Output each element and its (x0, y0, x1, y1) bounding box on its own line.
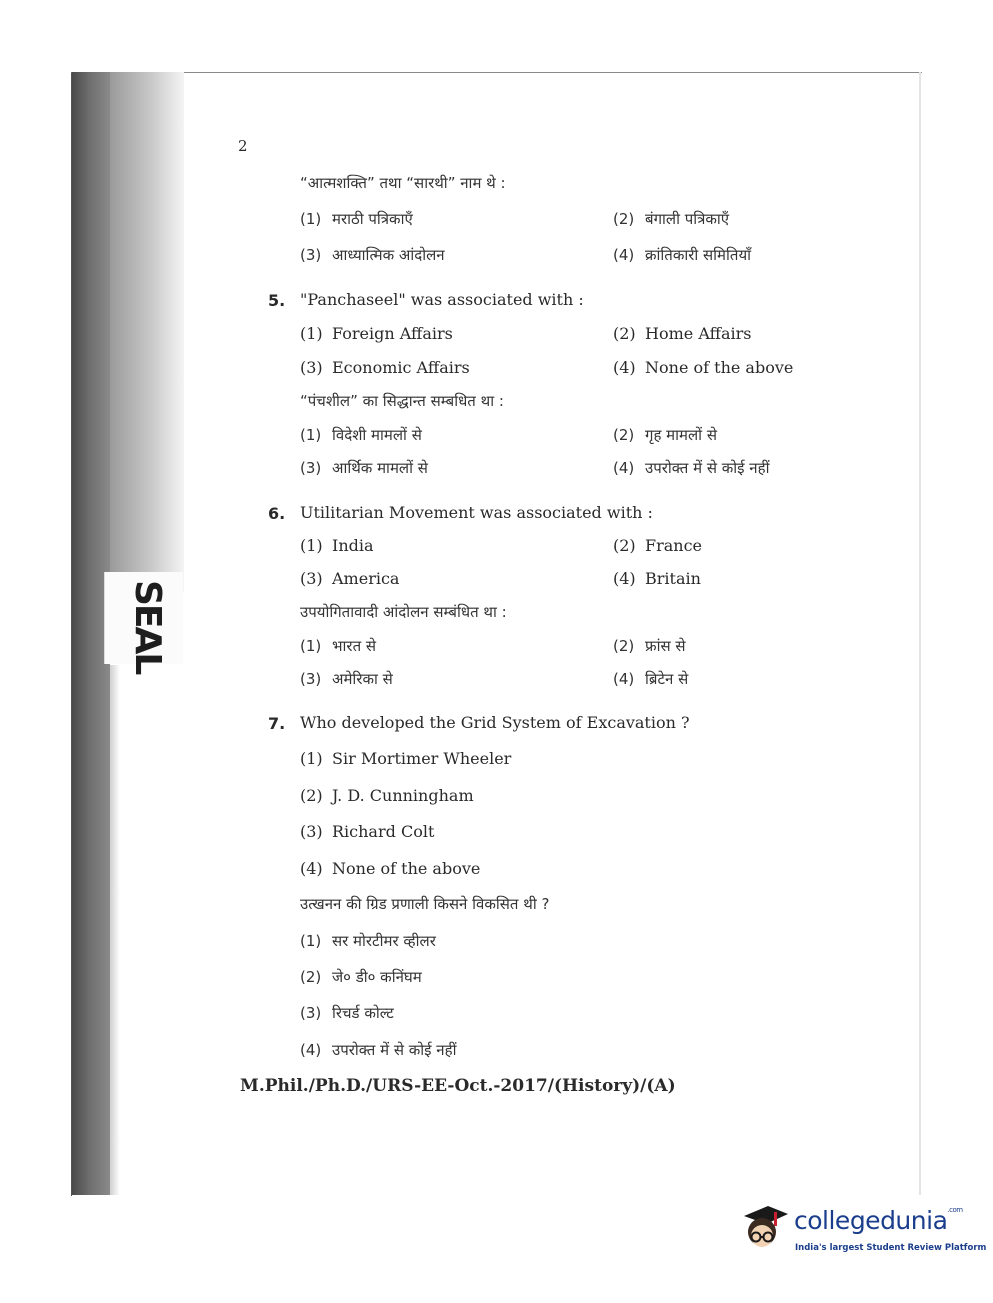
option-text: उपरोक्त में से कोई नहीं (332, 1041, 457, 1059)
q5-option-3 (300, 358, 470, 377)
option-number: (4) (300, 859, 323, 878)
brand-domain: .com (947, 1206, 963, 1214)
q4-hindi-option-2 (613, 209, 729, 229)
option-number: (4) (613, 246, 635, 264)
option-text: उपरोक्त में से कोई नहीं (645, 459, 770, 477)
option-number: (2) (613, 637, 635, 655)
option-text: क्रांतिकारी समितियाँ (645, 246, 752, 264)
seal-stamp (104, 572, 183, 674)
option-number: (4) (613, 670, 635, 688)
option-text: J. D. Cunningham (332, 786, 474, 805)
option-text: फ्रांस से (645, 637, 686, 655)
option-number: (4) (613, 358, 636, 377)
q6-english-stem: Utilitarian Movement was associated with : (300, 503, 653, 522)
option-number: (3) (300, 246, 322, 264)
q7-hindi-stem: उत्खनन की ग्रिड प्रणाली किसने विकसित थी ? (300, 895, 550, 913)
option-text: Britain (645, 569, 701, 588)
binding-shadow-lower (110, 665, 120, 1195)
q5-hindi-option-1 (300, 425, 422, 445)
brand-name-text: collegedunia (794, 1206, 948, 1235)
question-number: 6. (268, 504, 286, 523)
option-text: Economic Affairs (332, 358, 470, 377)
q5-hindi-option-4 (613, 458, 769, 478)
option-number: (1) (300, 536, 323, 555)
option-number: (3) (300, 1004, 322, 1022)
option-text: बंगाली पत्रिकाएँ (645, 210, 730, 228)
option-text: ब्रिटेन से (645, 670, 689, 688)
q7-hindi-option-2 (300, 967, 422, 987)
option-number: (1) (300, 324, 323, 343)
q5-hindi-stem: “पंचशील” का सिद्धान्त सम्बधित था : (300, 392, 504, 410)
collegedunia-watermark (738, 1198, 987, 1268)
option-text: रिचर्ड कोल्ट (332, 1004, 394, 1022)
q6-hindi-option-4 (613, 669, 688, 689)
page-number: 2 (238, 137, 248, 155)
q6-option-1 (300, 536, 374, 555)
q6-option-3 (300, 569, 399, 588)
q7-hindi-option-1 (300, 931, 436, 951)
option-number: (3) (300, 569, 323, 588)
option-number: (2) (300, 968, 322, 986)
q4-hindi-stem: “आत्मशक्ति” तथा “सारथी” नाम थे : (300, 174, 506, 192)
option-number: (2) (613, 536, 636, 555)
option-number: (4) (613, 569, 636, 588)
option-number: (1) (300, 210, 322, 228)
q6-hindi-stem: उपयोगितावादी आंदोलन सम्बंधित था : (300, 603, 507, 621)
option-text: मराठी पत्रिकाएँ (332, 210, 413, 228)
option-number: (1) (300, 637, 322, 655)
seal-text: SEAL (127, 580, 168, 674)
q7-option-4 (300, 859, 480, 878)
brand-name (794, 1206, 963, 1235)
option-text: None of the above (332, 859, 481, 878)
option-text: None of the above (645, 358, 794, 377)
option-number: (2) (300, 786, 323, 805)
option-number: (4) (613, 459, 635, 477)
q4-hindi-option-1 (300, 209, 413, 229)
scan-frame (71, 72, 922, 1196)
option-text: गृह मामलों से (645, 426, 717, 444)
option-text: आर्थिक मामलों से (332, 459, 428, 477)
option-number: (2) (613, 426, 635, 444)
q5-hindi-option-2 (613, 425, 717, 445)
option-text: भारत से (332, 637, 377, 655)
option-text: Sir Mortimer Wheeler (332, 749, 512, 768)
option-text: Home Affairs (645, 324, 752, 343)
option-text: सर मोरटीमर व्हीलर (332, 932, 436, 950)
option-text: France (645, 536, 703, 555)
binding-shadow-gradient (110, 72, 184, 592)
q6-option-2 (613, 536, 702, 555)
option-number: (2) (613, 324, 636, 343)
option-text: आध्यात्मिक आंदोलन (332, 246, 445, 264)
page-edge (919, 72, 921, 1195)
q5-option-4 (613, 358, 793, 377)
brand-tagline: India's largest Student Review Platform (795, 1243, 987, 1253)
q6-hindi-option-1 (300, 636, 376, 656)
q7-hindi-option-4 (300, 1040, 456, 1060)
q7-option-3 (300, 822, 434, 841)
q7-option-1 (300, 749, 511, 768)
exam-code-footer: M.Phil./Ph.D./URS-EE-Oct.-2017/(History)/(A) (240, 1076, 676, 1096)
option-number: (4) (300, 1041, 322, 1059)
q5-option-1 (300, 324, 453, 343)
option-text: America (332, 569, 400, 588)
q5-option-2 (613, 324, 751, 343)
option-text: जे० डी० कनिंघम (332, 968, 422, 986)
option-number: (3) (300, 459, 322, 477)
option-text: विदेशी मामलों से (332, 426, 422, 444)
q5-hindi-option-3 (300, 458, 428, 478)
q6-option-4 (613, 569, 701, 588)
q7-option-2 (300, 786, 474, 805)
q4-hindi-option-3 (300, 245, 445, 265)
q6-hindi-option-2 (613, 636, 686, 656)
option-number: (1) (300, 932, 322, 950)
question-number: 5. (268, 291, 286, 310)
option-number: (1) (300, 749, 323, 768)
option-text: अमेरिका से (332, 670, 393, 688)
q7-english-stem: Who developed the Grid System of Excavation ? (300, 713, 690, 732)
option-number: (3) (300, 670, 322, 688)
q6-hindi-option-3 (300, 669, 393, 689)
question-number: 7. (268, 714, 286, 733)
option-text: Richard Colt (332, 822, 435, 841)
option-number: (1) (300, 426, 322, 444)
mascot-icon (738, 1202, 790, 1254)
option-text: India (332, 536, 374, 555)
q5-english-stem: "Panchaseel" was associated with : (300, 290, 584, 309)
option-number: (3) (300, 358, 323, 377)
option-number: (3) (300, 822, 323, 841)
q7-hindi-option-3 (300, 1003, 394, 1023)
option-text: Foreign Affairs (332, 324, 453, 343)
q4-hindi-option-4 (613, 245, 751, 265)
option-number: (2) (613, 210, 635, 228)
